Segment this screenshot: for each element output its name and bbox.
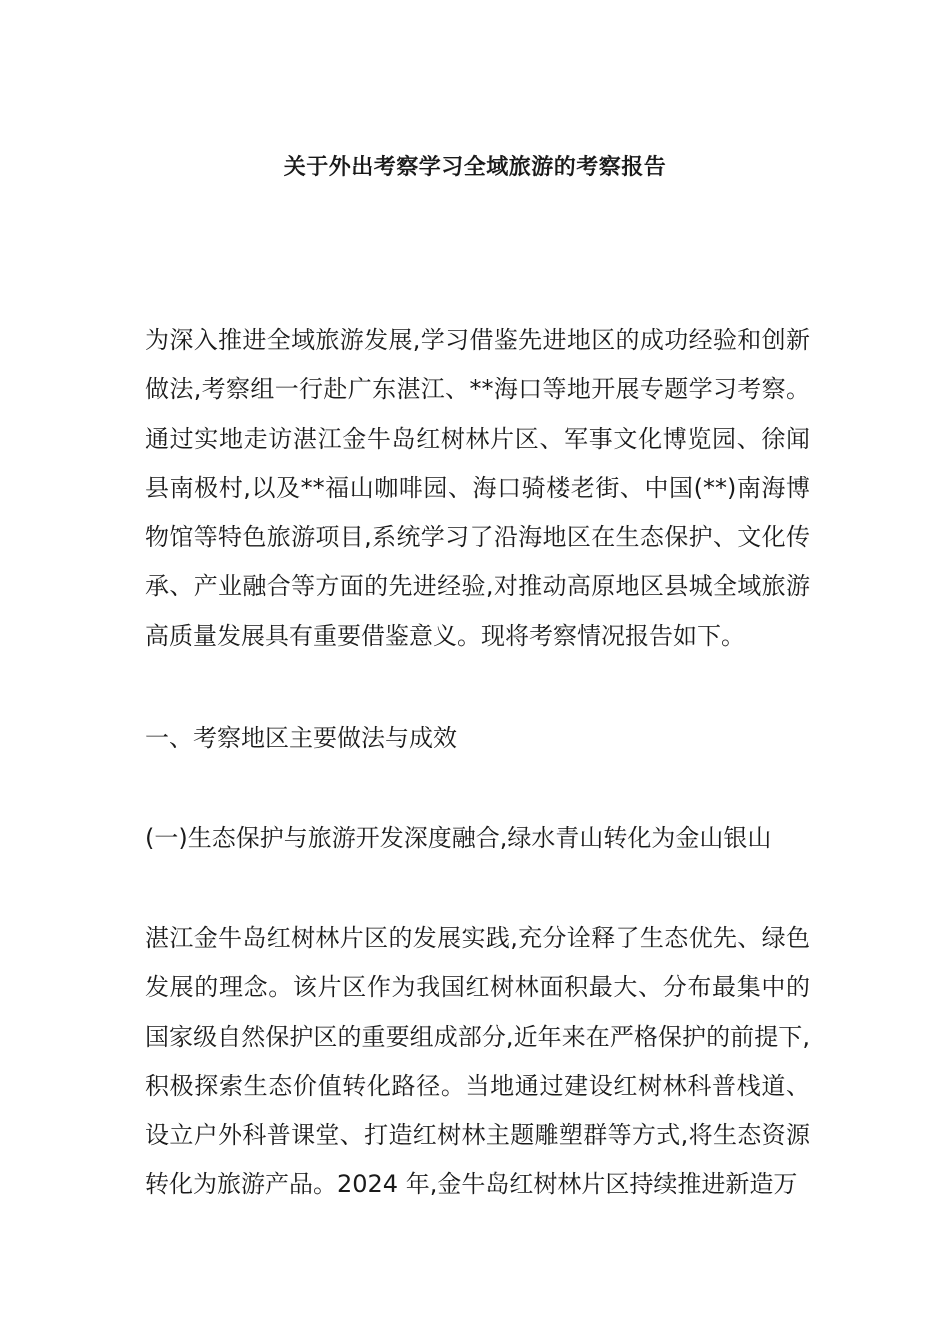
section-heading: 一、考察地区主要做法与成效 <box>145 724 457 752</box>
subsection-heading: (一)生态保护与旅游开发深度融合,绿水青山转化为金山银山 <box>145 824 772 852</box>
document-title: 关于外出考察学习全域旅游的考察报告 <box>283 155 667 180</box>
intro-paragraph: 为深入推进全域旅游发展,学习借鉴先进地区的成功经验和创新做法,考察组一行赴广东湛江、**海口等地开展专题学习考察。通过实地走访湛江金牛岛红树林片区、军事文化博览园、徐闻县南极村,以及**福山咖啡园、海口骑楼老街、中国(**)南海博物馆等特色旅游项目,系统学习了沿海地区在生态保护、文化传承、产业融合等方面的先进经验,对推动高原地区县城全域旅游高质量发展具有重要借鉴意义。现将考察情况报告如下。 <box>145 326 810 650</box>
subsection-paragraph: 湛江金牛岛红树林片区的发展实践,充分诠释了生态优先、绿色发展的理念。该片区作为我国红树林面积最大、分布最集中的国家级自然保护区的重要组成部分,近年来在严格保护的前提下,积极探索生态价值转化路径。当地通过建设红树林科普栈道、设立户外科普课堂、打造红树林主题雕塑群等方式,将生态资源转化为旅游产品。2024 年,金牛岛红树林片区持续推进新造万 <box>145 924 810 1199</box>
